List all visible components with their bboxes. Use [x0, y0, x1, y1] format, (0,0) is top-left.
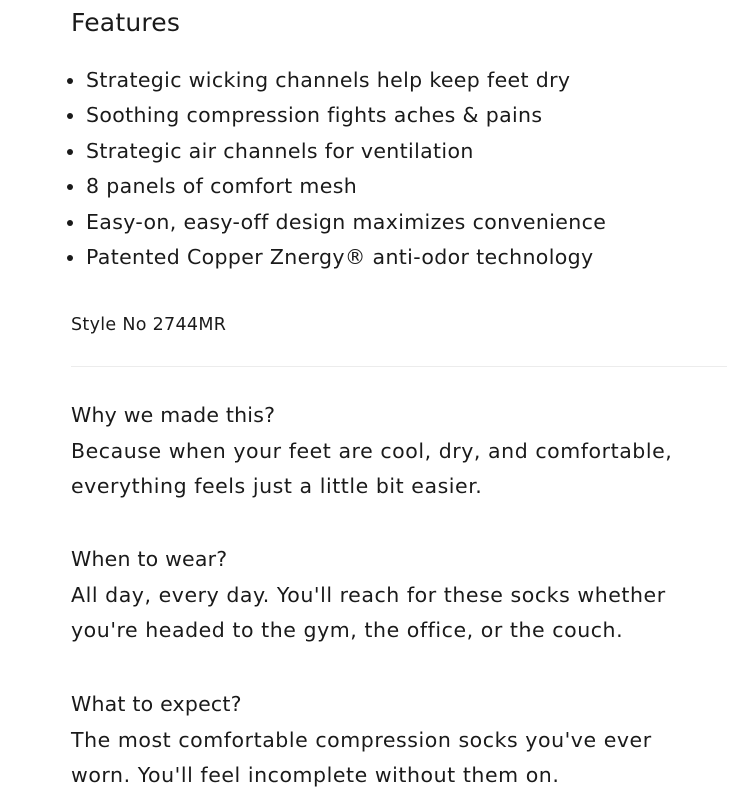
qa-answer-line: The most comfortable compression socks you've ever — [71, 728, 652, 752]
feature-item: Easy-on, easy-off design maximizes convenience — [71, 205, 731, 240]
feature-item: 8 panels of comfort mesh — [71, 169, 731, 204]
qa-question: What to expect? — [71, 692, 242, 716]
feature-item: Patented Copper Znergy® anti-odor technology — [71, 240, 731, 275]
qa-question: When to wear? — [71, 547, 228, 571]
qa-answer-line: you're headed to the gym, the office, or the couch. — [71, 618, 624, 642]
qa-answer-line: everything feels just a little bit easier. — [71, 474, 483, 498]
qa-why-made — [71, 401, 731, 504]
qa-answer — [71, 434, 731, 504]
section-divider — [71, 366, 727, 367]
qa-answer-line: All day, every day. You'll reach for these socks whether — [71, 583, 666, 607]
qa-answer-line: Because when your feet are cool, dry, and comfortable, — [71, 439, 673, 463]
style-number: Style No 2744MR — [71, 315, 227, 335]
feature-item: Strategic air channels for ventilation — [71, 134, 731, 169]
qa-answer — [71, 578, 731, 648]
qa-question: Why we made this? — [71, 403, 276, 427]
feature-item: Strategic wicking channels help keep feet dry — [71, 63, 731, 98]
qa-answer — [71, 723, 731, 793]
features-heading: Features — [71, 8, 181, 37]
qa-when-to-wear — [71, 545, 731, 648]
qa-answer-line: worn. You'll feel incomplete without them on. — [71, 763, 560, 787]
qa-what-to-expect — [71, 690, 731, 793]
features-list — [71, 63, 731, 275]
feature-item: Soothing compression fights aches & pains — [71, 98, 731, 133]
